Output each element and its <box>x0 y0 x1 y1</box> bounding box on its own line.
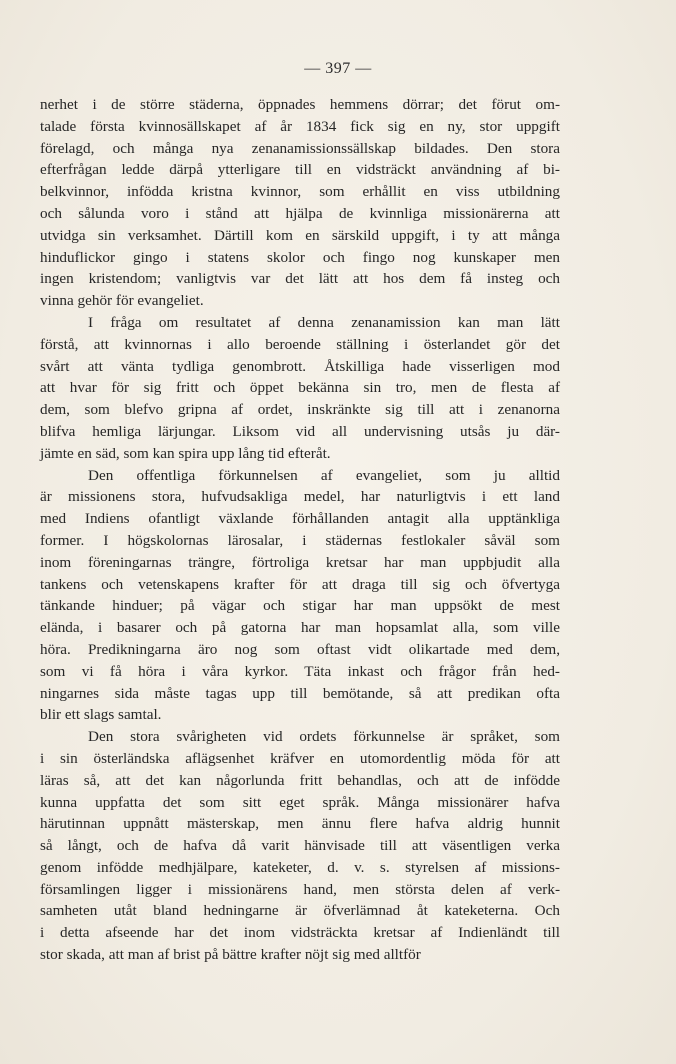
text-line: belkvinnor, infödda kristna kvinnor, som erhållit en viss utbildning <box>40 183 560 201</box>
text-line: dem, som blefvo gripna af ordet, inskränkte sig till att i zenanorna <box>40 401 560 419</box>
text-line: församlingen ligger i missionärens hand, men största delen af verk- <box>40 880 560 898</box>
text-line: I fråga om resultatet af denna zenanamission kan man lätt <box>88 313 560 331</box>
text-line: i detta afseende har det inom vidsträckta kretsar af Indienländt till <box>40 924 560 942</box>
page-number: — 397 — <box>304 60 372 77</box>
text-line: så långt, och de hafva då varit hänvisade till att väsentligen verka <box>40 837 560 855</box>
paragraph <box>40 465 560 727</box>
body-text <box>40 94 560 966</box>
paragraph <box>40 726 560 966</box>
text-line: förstå, att kvinnornas i allo beroende ställning i österlandet gör det <box>40 335 560 353</box>
paragraph <box>40 312 560 465</box>
text-line: jämte en säd, som kan spira upp lång tid efteråt. <box>40 444 331 462</box>
text-line: är missionens stora, hufvudsakliga medel, har naturligtvis i ett land <box>40 488 560 506</box>
text-line: ingen kristendom; vanligtvis var det lätt att hos dem få insteg och <box>40 270 560 288</box>
text-line: stor skada, att man af brist på bättre krafter nöjt sig med alltför <box>40 946 421 964</box>
text-line: blir ett slags samtal. <box>40 706 162 724</box>
text-line: efterfrågan ledde därpå ytterligare till en vidsträckt användning af bi- <box>40 161 560 179</box>
text-line: talade första kvinnosällskapet af år 1834 fick sig en ny, stor uppgift <box>40 117 560 135</box>
text-line: blifva hemliga lärjungar. Liksom vid all undervisning utsås ju där- <box>40 422 560 440</box>
text-line: vinna gehör för evangeliet. <box>40 292 204 310</box>
text-line: hinduflickor gingo i statens skolor och fingo nog kunskaper men <box>40 248 560 266</box>
text-line: inom föreningarnas trängre, förtroliga kretsar har man uppbjudit alla <box>40 553 560 571</box>
text-line: höra. Predikningarna äro nog som oftast vidt olikartade med dem, <box>40 640 560 658</box>
text-line: läras så, att det kan någorlunda fritt behandlas, och att de infödde <box>40 771 560 789</box>
text-line: Den offentliga förkunnelsen af evangeliet, som ju alltid <box>88 466 560 484</box>
text-line: tänkande hinduer; på vägar och stigar har man uppsökt de mest <box>40 597 560 615</box>
text-line: som vi få höra i våra kyrkor. Täta inkast och frågor från hed- <box>40 662 560 680</box>
text-line: kunna uppfatta det som sitt eget språk. Många missionärer hafva <box>40 793 560 811</box>
text-line: former. I högskolornas lärosalar, i städernas festlokaler såväl som <box>40 531 560 549</box>
text-line: tankens och vetenskapens krafter för att draga till sig och öfvertyga <box>40 575 560 593</box>
text-line: att hvar för sig fritt och öppet bekänna sin tro, men de flesta af <box>40 379 560 397</box>
text-line: genom infödde medhjälpare, kateketer, d. v. s. styrelsen af missions- <box>40 858 560 876</box>
paragraph <box>40 94 560 312</box>
text-line: svårt att vänta tydliga genombrott. Åtskilliga hade visserligen mod <box>40 357 560 375</box>
text-line: samheten utåt bland hedningarne är öfverlämnad åt kateketerna. Och <box>40 902 560 920</box>
text-line: Den stora svårigheten vid ordets förkunnelse är språket, som <box>88 728 560 746</box>
text-line: förelagd, och många nya zenanamissionssällskap bildades. Den stora <box>40 139 560 157</box>
text-line: härutinnan uppnått mästerskap, men ännu flere hafva aldrig hunnit <box>40 815 560 833</box>
text-line: med Indiens ofantligt växlande förhållanden antagit alla upptänkliga <box>40 510 560 528</box>
text-line: utvidga sin verksamhet. Därtill kom en särskild uppgift, i ty att många <box>40 226 560 244</box>
text-line: och sålunda voro i stånd att hjälpa de kvinnliga missionärerna att <box>40 204 560 222</box>
text-line: ningarnes sida måste tagas upp till bemötande, så att predikan ofta <box>40 684 560 702</box>
text-line: nerhet i de större städerna, öppnades hemmens dörrar; det förut om- <box>40 96 560 113</box>
text-line: i sin österländska aflägsenhet kräfver en utomordentlig möda för att <box>40 749 560 767</box>
text-line: elända, i basarer och på gatorna har man hopsamlat alla, som ville <box>40 619 560 637</box>
